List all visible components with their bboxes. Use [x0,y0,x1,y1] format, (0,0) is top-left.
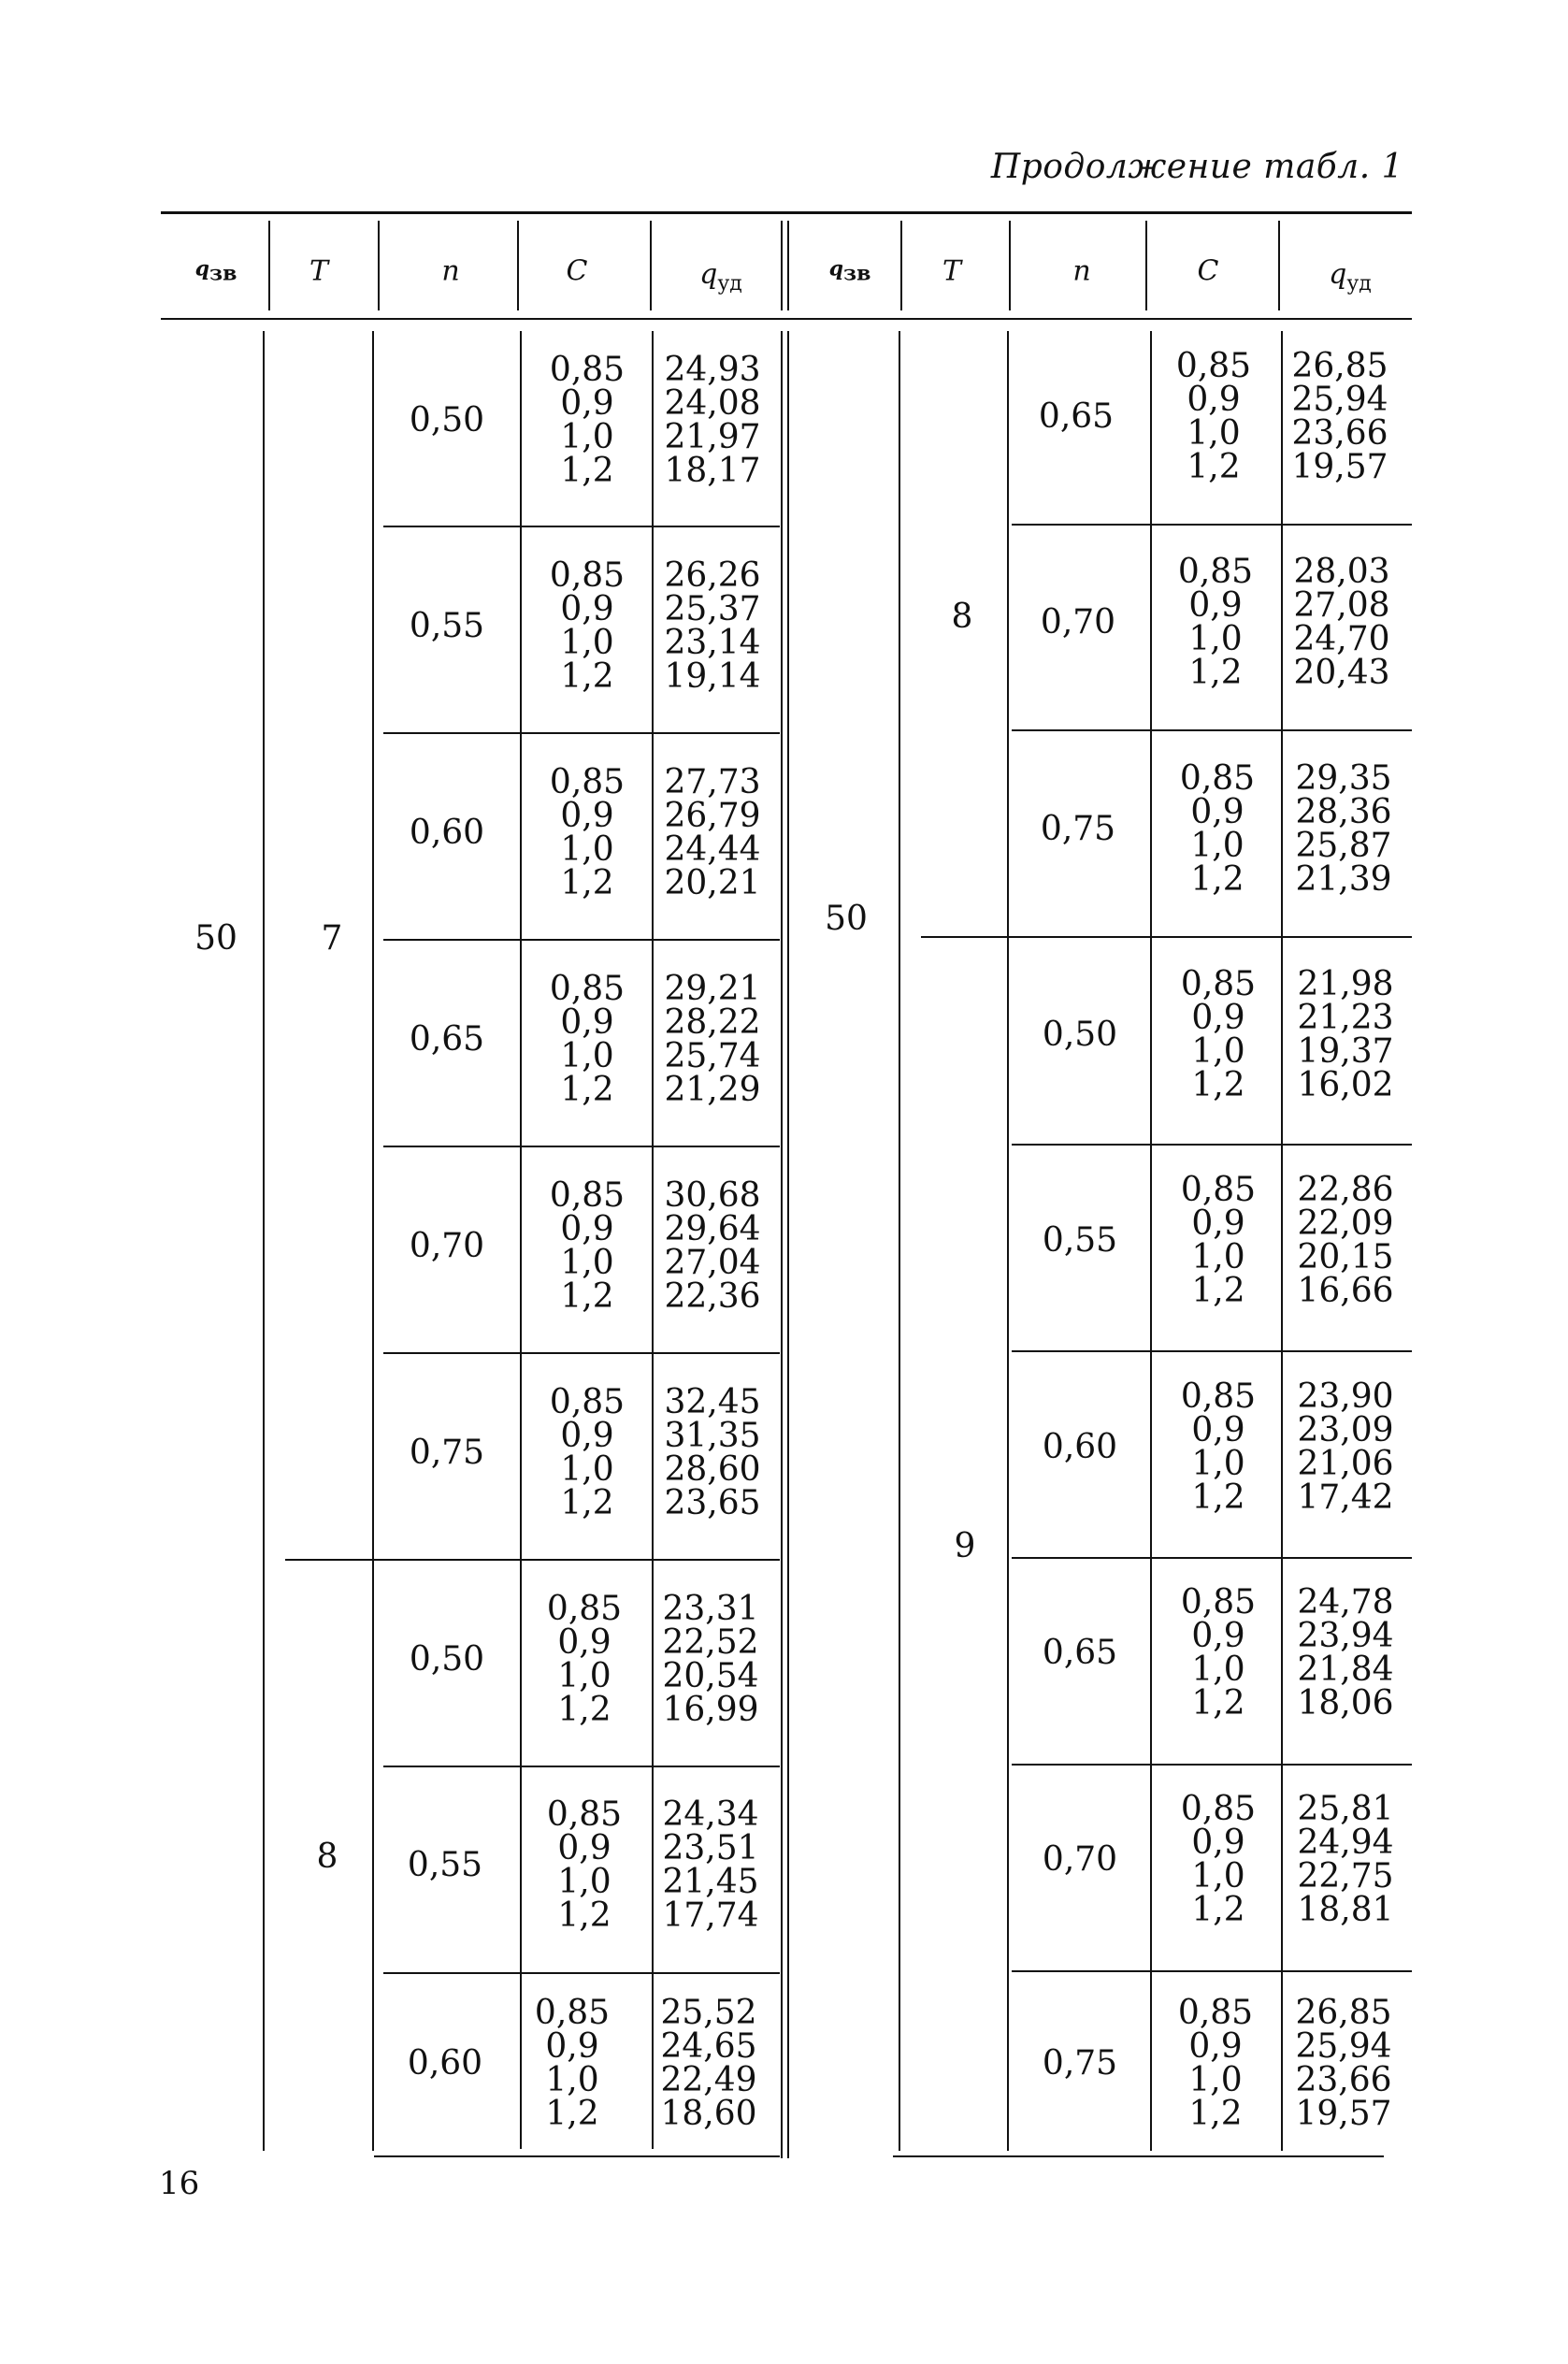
right-C-cell: 0,85 0,9 1,0 1,2 [1177,553,1254,692]
header-double-rule [781,221,783,310]
left-n-cell: 0,55 [409,607,485,645]
right-C-cell: 0,85 0,9 1,0 1,2 [1177,1994,1254,2133]
right-C-cell: 0,85 0,9 1,0 1,2 [1180,1171,1257,1310]
left-qud-cell: 29,21 28,22 25,74 21,29 [664,970,761,1109]
header-T-right: T [942,254,962,288]
header-top-rule [161,211,1412,214]
right-n-cell: 0,75 [1042,2044,1118,2083]
table-caption: Продолжение табл. 1 [990,148,1403,186]
right-qud-cell: 26,85 25,94 23,66 19,57 [1291,347,1388,486]
right-C-cell: 0,85 0,9 1,0 1,2 [1175,347,1252,486]
header-q-zv-right: $q_{зв}$ [828,256,871,286]
header-vrule [1278,221,1280,310]
header-double-rule [787,221,789,310]
header-bottom-rule [161,318,1412,320]
body-vrule [372,331,374,2151]
right-qud-cell: 24,78 23,94 21,84 18,06 [1297,1583,1394,1723]
right-qud-cell: 26,85 25,94 23,66 19,57 [1295,1994,1392,2133]
row-separator [383,1146,780,1147]
left-C-cell: 0,85 0,9 1,0 1,2 [549,351,626,490]
left-T-value-8: 8 [316,1838,338,1876]
right-n-cell: 0,70 [1040,603,1116,641]
right-qud-cell: 29,35 28,36 25,87 21,39 [1295,759,1392,899]
header-C-left: C [566,254,588,288]
header-qud-right: $q_{уд}$ [1329,258,1372,296]
right-qud-cell: 23,90 23,09 21,06 17,42 [1297,1377,1394,1517]
header-q-zv-left: $q_{зв}$ [194,256,237,286]
body-vrule [520,331,522,2149]
left-n-cell: 0,50 [409,1640,485,1679]
left-qud-cell: 26,26 25,37 23,14 19,14 [664,556,761,696]
row-separator [1012,1970,1412,1972]
row-separator [1012,1144,1412,1146]
header-vrule [900,221,902,310]
body-vrule [263,331,265,2151]
right-C-cell: 0,85 0,9 1,0 1,2 [1180,1790,1257,1929]
body-vrule [899,331,900,2151]
body-vrule [1150,331,1152,2151]
header-vrule [650,221,652,310]
right-q-value: 50 [825,900,868,938]
body-double-rule [781,331,783,2158]
header-vrule [378,221,380,310]
right-qud-cell: 28,03 27,08 24,70 20,43 [1293,553,1390,692]
header-n-left: n [441,254,460,288]
left-n-cell: 0,60 [407,2044,483,2083]
left-q-value: 50 [194,919,237,958]
left-C-cell: 0,85 0,9 1,0 1,2 [549,1176,626,1316]
body-double-rule [787,331,789,2158]
left-n-cell: 0,75 [409,1434,485,1472]
right-C-cell: 0,85 0,9 1,0 1,2 [1180,965,1257,1104]
left-T-value-7: 7 [321,919,343,958]
left-qud-cell: 25,52 24,65 22,49 18,60 [660,1994,757,2133]
body-vrule [1281,331,1283,2151]
row-separator [1012,729,1412,731]
left-qud-cell: 24,93 24,08 21,97 18,17 [664,351,761,490]
header-vrule [517,221,519,310]
row-separator [1012,1557,1412,1559]
left-qud-cell: 32,45 31,35 28,60 23,65 [664,1383,761,1522]
body-vrule [1007,331,1009,2151]
page-number: 16 [159,2165,200,2202]
left-C-cell: 0,85 0,9 1,0 1,2 [549,763,626,902]
header-C-right: C [1197,254,1219,288]
row-separator [1012,1350,1412,1352]
left-qud-cell: 27,73 26,79 24,44 20,21 [664,763,761,902]
left-C-cell: 0,85 0,9 1,0 1,2 [549,970,626,1109]
row-separator [383,939,780,941]
left-n-cell: 0,55 [407,1846,483,1884]
left-n-cell: 0,70 [409,1227,485,1265]
right-n-cell: 0,65 [1042,1634,1118,1672]
right-T-value-8: 8 [951,598,973,636]
right-n-cell: 0,60 [1042,1428,1118,1466]
row-separator [1012,1764,1412,1766]
right-C-cell: 0,85 0,9 1,0 1,2 [1180,1583,1257,1723]
header-qud-left: $q_{уд}$ [699,258,742,296]
header-vrule [268,221,270,310]
left-n-cell: 0,65 [409,1020,485,1059]
header-vrule [1145,221,1147,310]
table-bottom-rule-right [893,2155,1384,2157]
left-qud-cell: 23,31 22,52 20,54 16,99 [662,1590,759,1729]
header-n-right: n [1072,254,1091,288]
row-separator [921,936,1412,938]
header-T-left: T [309,254,329,288]
right-n-cell: 0,75 [1040,810,1116,848]
row-separator [383,1766,780,1767]
right-T-value-9: 9 [954,1527,976,1565]
row-separator [285,1559,780,1561]
right-n-cell: 0,70 [1042,1840,1118,1879]
left-C-cell: 0,85 0,9 1,0 1,2 [549,1383,626,1522]
left-C-cell: 0,85 0,9 1,0 1,2 [534,1994,611,2133]
right-C-cell: 0,85 0,9 1,0 1,2 [1180,1377,1257,1517]
left-qud-cell: 24,34 23,51 21,45 17,74 [662,1795,759,1935]
right-qud-cell: 22,86 22,09 20,15 16,66 [1297,1171,1394,1310]
right-n-cell: 0,50 [1042,1016,1118,1054]
right-n-cell: 0,65 [1038,397,1115,436]
row-separator [383,732,780,734]
left-n-cell: 0,60 [409,814,485,852]
right-C-cell: 0,85 0,9 1,0 1,2 [1179,759,1256,899]
row-separator [1012,524,1412,526]
row-separator [383,1352,780,1354]
left-C-cell: 0,85 0,9 1,0 1,2 [546,1795,623,1935]
header-vrule [1009,221,1011,310]
left-C-cell: 0,85 0,9 1,0 1,2 [546,1590,623,1729]
left-qud-cell: 30,68 29,64 27,04 22,36 [664,1176,761,1316]
row-separator [383,526,780,527]
right-qud-cell: 21,98 21,23 19,37 16,02 [1297,965,1394,1104]
left-C-cell: 0,85 0,9 1,0 1,2 [549,556,626,696]
right-qud-cell: 25,81 24,94 22,75 18,81 [1297,1790,1394,1929]
row-separator [383,1972,780,1974]
right-n-cell: 0,55 [1042,1221,1118,1260]
body-vrule [652,331,654,2149]
table-bottom-rule-left [374,2155,780,2157]
left-n-cell: 0,50 [409,401,485,440]
